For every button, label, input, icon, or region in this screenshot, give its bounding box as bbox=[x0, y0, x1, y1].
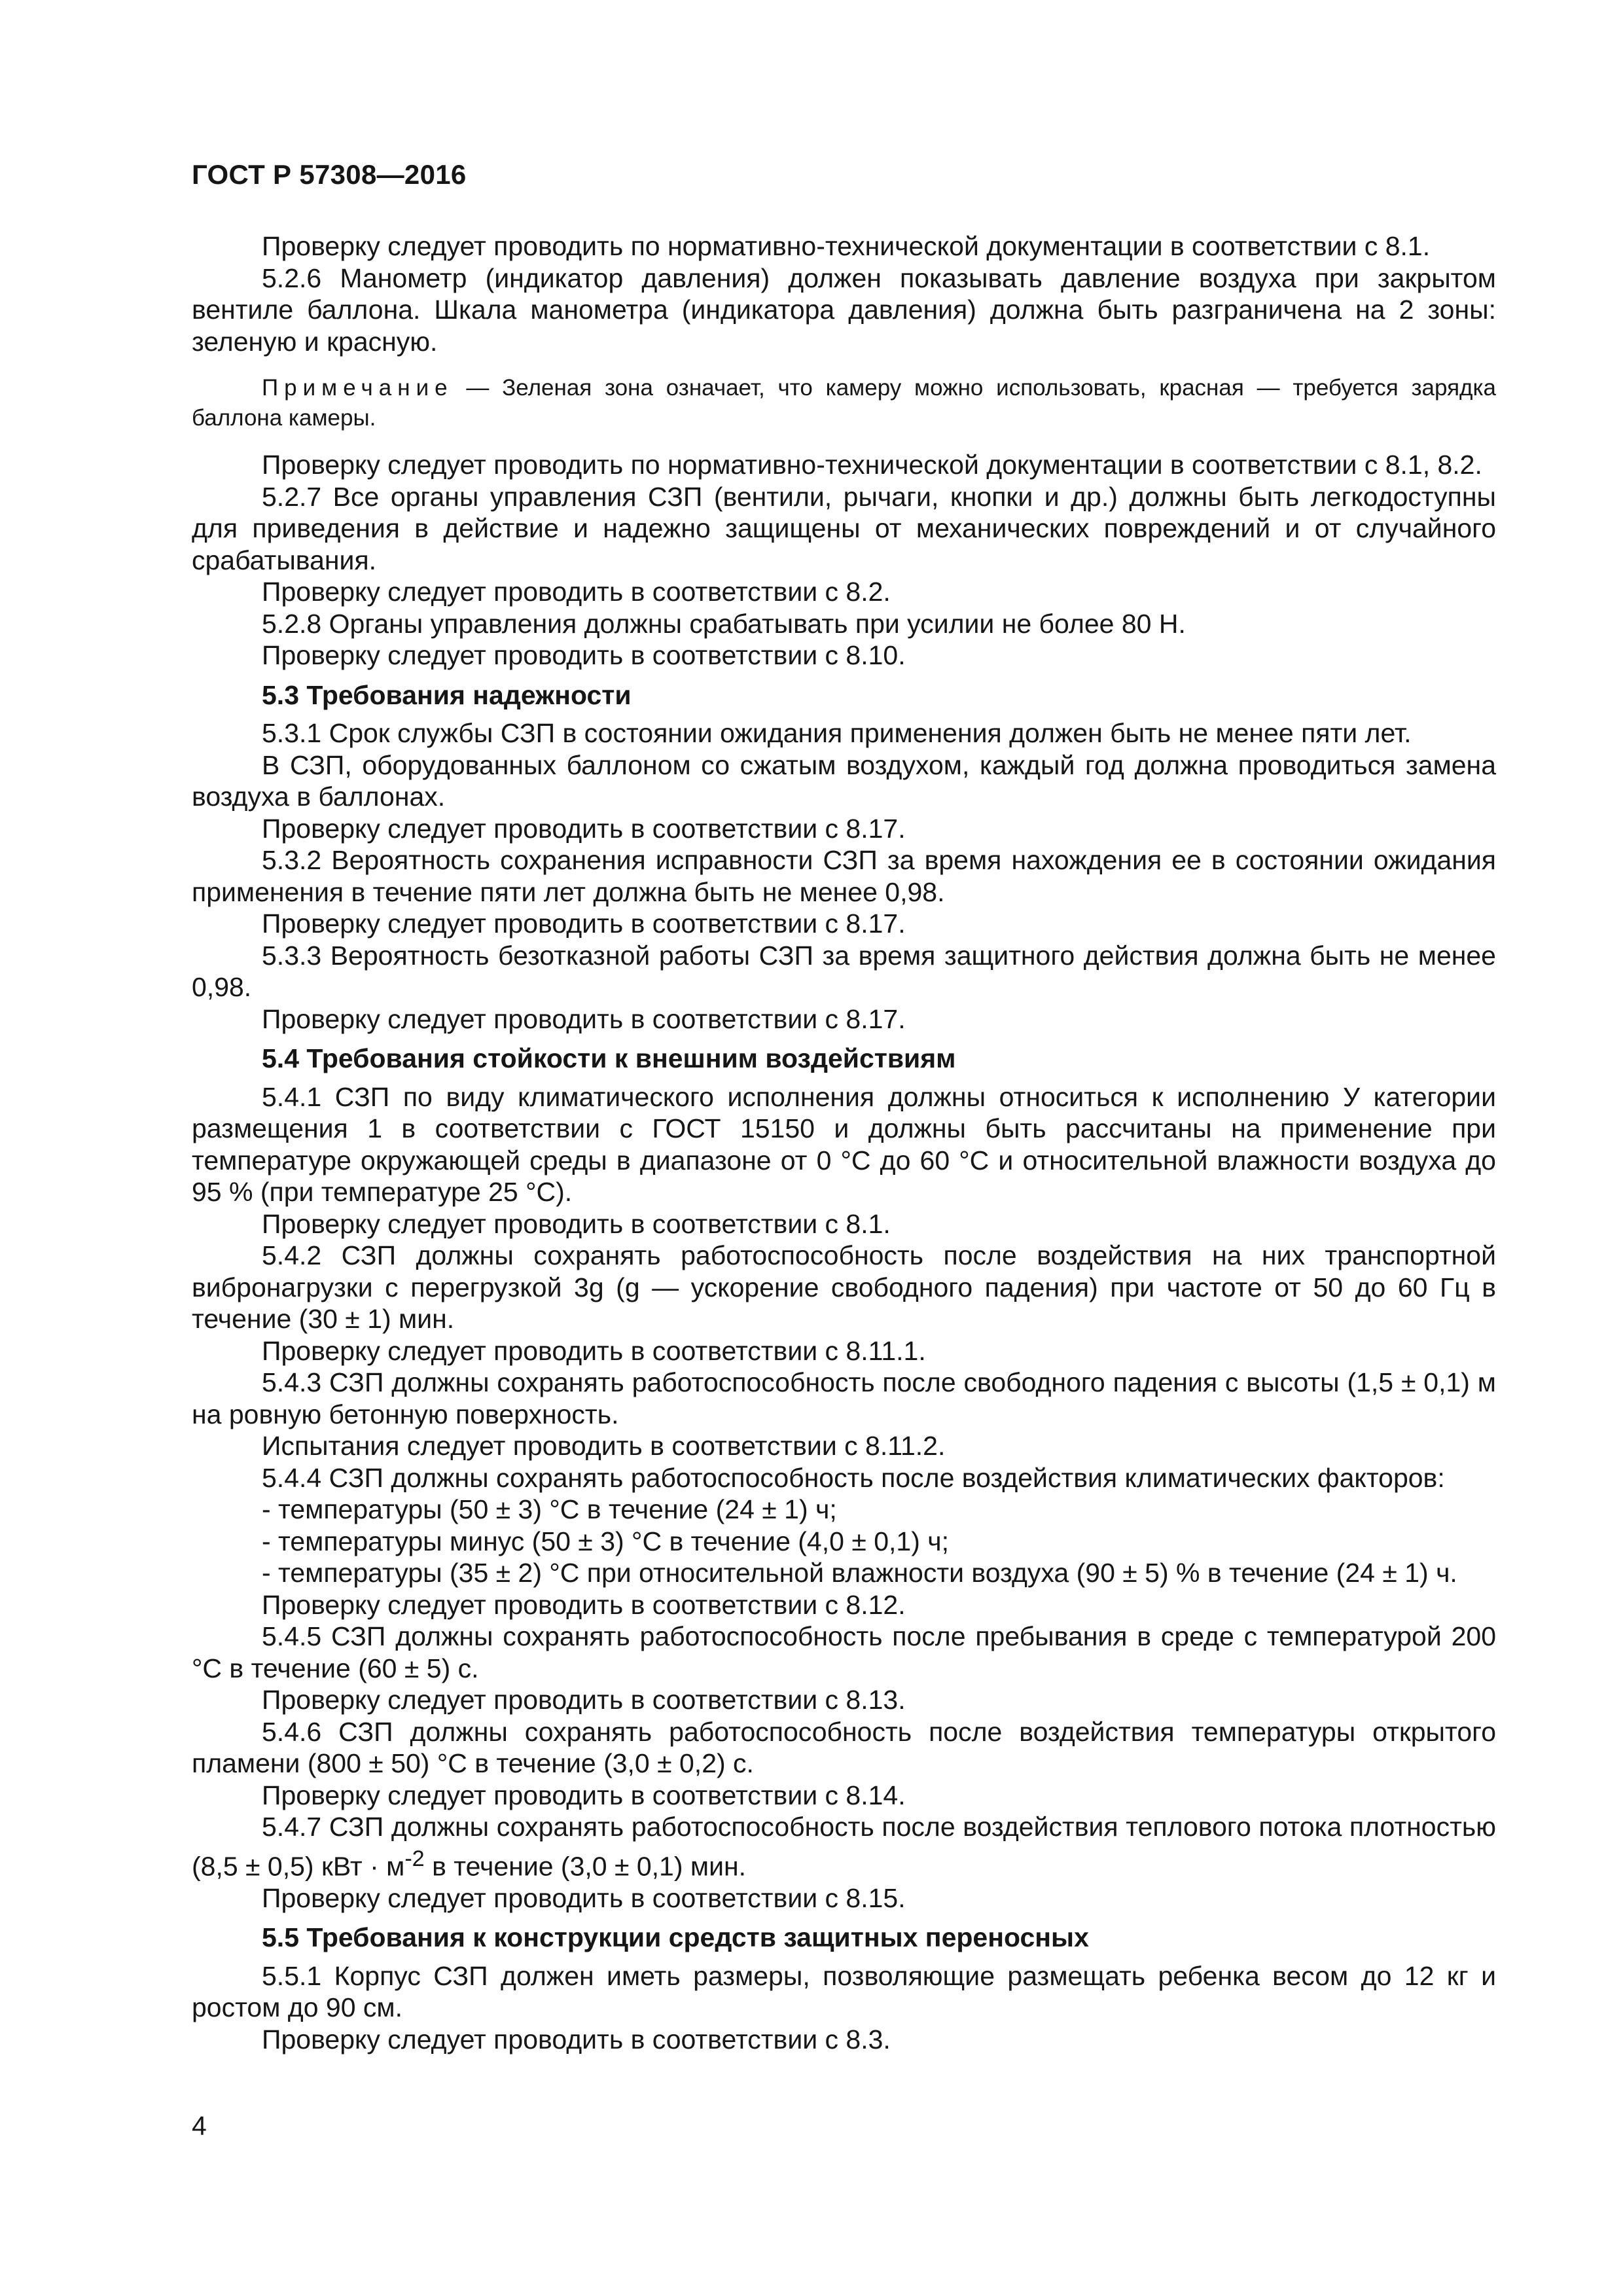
paragraph: Проверку следует проводить в соответствии с 8.10. bbox=[262, 640, 906, 670]
paragraph: Испытания следует проводить в соответствии с 8.11.2. bbox=[262, 1431, 946, 1461]
paragraph: Проверку следует проводить по нормативно-технической документации в соответствии с 8.1. bbox=[262, 231, 1431, 261]
paragraph: Проверку следует проводить в соответствии с 8.17. bbox=[262, 1003, 906, 1034]
paragraph: Проверку следует проводить в соответствии с 8.3. bbox=[262, 2024, 891, 2054]
list-item: - температуры минус (50 ± 3) °С в течение (4,0 ± 0,1) ч; bbox=[262, 1526, 950, 1556]
paragraph-5-4-5: 5.4.5 СЗП должны сохранять работоспособность после пребывания в среде с температурой 200 °С в течение (60 ± 5) с. bbox=[192, 1621, 1496, 1683]
document-header: ГОСТ Р 57308—2016 bbox=[192, 159, 467, 190]
list-item: - температуры (50 ± 3) °С в течение (24 ± 1) ч; bbox=[262, 1494, 837, 1524]
paragraph-text: 5.4.7 СЗП должны сохранять работоспособность после воздействия теплового потока плотностью (8,5 ± 0,5) кВт · м bbox=[192, 1812, 1496, 1882]
superscript: -2 bbox=[404, 1846, 425, 1871]
note bbox=[192, 373, 1496, 433]
paragraph: Проверку следует проводить в соответствии с 8.2. bbox=[262, 577, 891, 607]
paragraph: Проверку следует проводить в соответствии с 8.1. bbox=[262, 1208, 891, 1239]
paragraph: Проверку следует проводить в соответствии с 8.12. bbox=[262, 1589, 906, 1620]
paragraph-5-4-2: 5.4.2 СЗП должны сохранять работоспособность после воздействия на них транспортной вибронагрузки с перегрузкой 3g (g — ускорение свободного падения) при частоте от 50 до 60 Гц в течение (30 ± 1) мин. bbox=[192, 1240, 1496, 1334]
paragraph-5-2-7: 5.2.7 Все органы управления СЗП (вентили, рычаги, кнопки и др.) должны быть легкодоступны для приведения в действие и надежно защищены от механических повреждений и от случайного срабатывания. bbox=[192, 481, 1496, 575]
document-body bbox=[192, 230, 1496, 2055]
paragraph: Проверку следует проводить в соответствии с 8.15. bbox=[262, 1882, 906, 1913]
paragraph-5-4-1: 5.4.1 СЗП по виду климатического исполнения должны относиться к исполнению У категории размещения 1 в соответствии с ГОСТ 15150 и должны быть рассчитаны на применение при температуре окружающей среды в диапазоне от 0 °С до 60 °С и относительной влажности воздуха до 95 % (при температуре 25 °С). bbox=[192, 1081, 1496, 1207]
paragraph-5-2-8: 5.2.8 Органы управления должны срабатывать при усилии не более 80 Н. bbox=[262, 608, 1186, 639]
list-item: - температуры (35 ± 2) °С при относительной влажности воздуха (90 ± 5) % в течение (24 ± 1) ч. bbox=[262, 1558, 1457, 1588]
note-text: — Зеленая зона означает, что камеру можно использовать, красная — требуется зарядка баллона камеры. bbox=[192, 375, 1496, 431]
paragraph-5-4-7 bbox=[192, 1811, 1496, 1882]
section-heading-5-5: 5.5 Требования к конструкции средств защитных переносных bbox=[262, 1922, 1089, 1953]
note-label: Примечание bbox=[262, 375, 454, 401]
paragraph-5-3-1: 5.3.1 Срок службы СЗП в состоянии ожидания применения должен быть не менее пяти лет. bbox=[262, 718, 1412, 748]
paragraph-text: в течение (3,0 ± 0,1) мин. bbox=[424, 1851, 747, 1882]
paragraph-5-4-6: 5.4.6 СЗП должны сохранять работоспособность после воздействия температуры открытого пламени (800 ± 50) °С в течение (3,0 ± 0,2) с. bbox=[192, 1716, 1496, 1778]
paragraph-5-4-4: 5.4.4 СЗП должны сохранять работоспособность после воздействия климатических факторов: bbox=[262, 1462, 1445, 1493]
paragraph-5-3-2: 5.3.2 Вероятность сохранения исправности СЗП за время нахождения ее в состоянии ожидания применения в течение пяти лет должна быть не менее 0,98. bbox=[192, 845, 1496, 907]
paragraph: Проверку следует проводить в соответствии с 8.13. bbox=[262, 1685, 906, 1715]
paragraph-5-3-3: 5.3.3 Вероятность безотказной работы СЗП за время защитного действия должна быть не менее 0,98. bbox=[192, 940, 1496, 1002]
section-heading-5-4: 5.4 Требования стойкости к внешним воздействиям bbox=[262, 1043, 956, 1073]
paragraph-5-2-6: 5.2.6 Манометр (индикатор давления) должен показывать давление воздуха при закрытом вентиле баллона. Шкала манометра (индикатора давления) должна быть разграничена на 2 зоны: зеленую и красную. bbox=[192, 262, 1496, 357]
paragraph: Проверку следует проводить в соответствии с 8.17. bbox=[262, 813, 906, 844]
paragraph: Проверку следует проводить в соответствии с 8.17. bbox=[262, 908, 906, 939]
paragraph-5-4-3: 5.4.3 СЗП должны сохранять работоспособность после свободного падения с высоты (1,5 ± 0,1) м на ровную бетонную поверхность. bbox=[192, 1367, 1496, 1429]
section-heading-5-3: 5.3 Требования надежности bbox=[262, 679, 632, 710]
paragraph: Проверку следует проводить в соответствии с 8.14. bbox=[262, 1780, 906, 1810]
page-number: 4 bbox=[192, 2111, 207, 2141]
paragraph: Проверку следует проводить по нормативно-технической документации в соответствии с 8.1, 8.2. bbox=[262, 450, 1482, 480]
paragraph: Проверку следует проводить в соответствии с 8.11.1. bbox=[262, 1335, 926, 1366]
paragraph-5-5-1: 5.5.1 Корпус СЗП должен иметь размеры, позволяющие размещать ребенка весом до 12 кг и ростом до 90 см. bbox=[192, 1960, 1496, 2023]
paragraph: В СЗП, оборудованных баллоном со сжатым воздухом, каждый год должна проводиться замена воздуха в баллонах. bbox=[192, 749, 1496, 812]
